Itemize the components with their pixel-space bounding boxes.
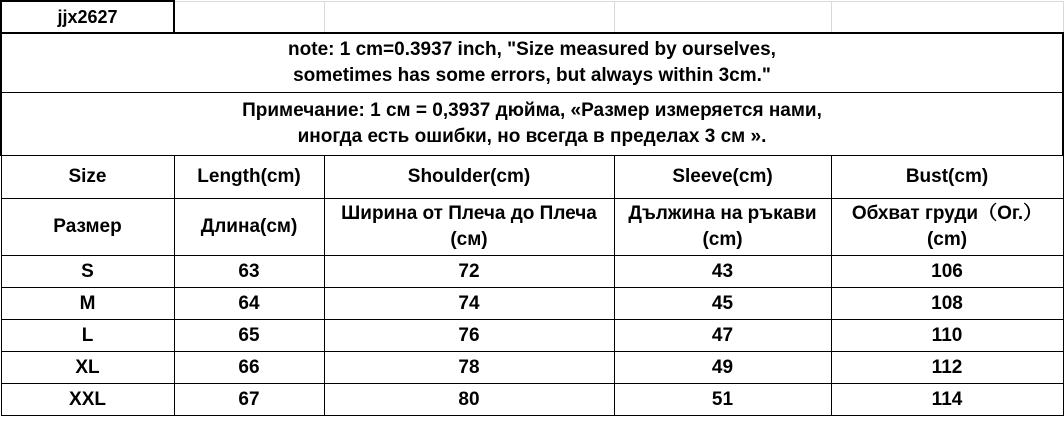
header-shoulder-local-line-2: (см) bbox=[450, 229, 488, 250]
header-shoulder-local-line-1: Ширина от Плеча до Плеча bbox=[341, 203, 597, 225]
header-bust[interactable]: Bust(cm) bbox=[831, 156, 1063, 199]
length-cell[interactable]: 67 bbox=[174, 384, 324, 416]
shoulder-cell[interactable]: 74 bbox=[324, 288, 614, 320]
size-cell[interactable]: L bbox=[1, 320, 174, 352]
note-english-line-2: sometimes has some errors, but always within 3cm." bbox=[293, 65, 771, 86]
bust-cell[interactable]: 114 bbox=[831, 384, 1063, 416]
size-cell[interactable]: XXL bbox=[1, 384, 174, 416]
note-russian-line-2: иногда есть ошибки, но всегда в пределах 3 см ». bbox=[297, 126, 767, 147]
length-cell[interactable]: 63 bbox=[174, 256, 324, 288]
header-bust-local[interactable] bbox=[831, 199, 1063, 256]
header-sleeve-local-line-1: Дължина на ръкави bbox=[628, 203, 817, 225]
header-size-local[interactable]: Размер bbox=[1, 199, 174, 256]
shoulder-cell[interactable]: 80 bbox=[324, 384, 614, 416]
header-row-local bbox=[1, 199, 1063, 256]
empty-cell[interactable] bbox=[324, 1, 614, 33]
note-english-line-1: note: 1 cm=0.3937 inch, "Size measured by ourselves, bbox=[288, 39, 776, 61]
sleeve-cell[interactable]: 47 bbox=[614, 320, 831, 352]
product-code-cell[interactable]: jjx2627 bbox=[1, 1, 174, 33]
bust-cell[interactable]: 112 bbox=[831, 352, 1063, 384]
header-bust-local-line-2: (cm) bbox=[926, 229, 968, 250]
bust-cell[interactable]: 106 bbox=[831, 256, 1063, 288]
bust-cell[interactable]: 110 bbox=[831, 320, 1063, 352]
header-size[interactable]: Size bbox=[1, 156, 174, 199]
sleeve-cell[interactable]: 51 bbox=[614, 384, 831, 416]
shoulder-cell[interactable]: 76 bbox=[324, 320, 614, 352]
bust-cell[interactable]: 108 bbox=[831, 288, 1063, 320]
length-cell[interactable]: 65 bbox=[174, 320, 324, 352]
note-russian-cell[interactable] bbox=[1, 93, 1063, 156]
note-english-row bbox=[1, 33, 1063, 93]
table-row bbox=[1, 320, 1063, 352]
header-sleeve-local[interactable] bbox=[614, 199, 831, 256]
table-row bbox=[1, 384, 1063, 416]
note-english-cell[interactable] bbox=[1, 33, 1063, 93]
note-russian-line-1: Примечание: 1 см = 0,3937 дюйма, «Размер измеряется нами, bbox=[242, 100, 822, 122]
table-row bbox=[1, 256, 1063, 288]
empty-cell[interactable] bbox=[831, 1, 1063, 33]
table-row bbox=[1, 352, 1063, 384]
sleeve-cell[interactable]: 49 bbox=[614, 352, 831, 384]
header-bust-local-line-1: Обхват груди（Ог.） bbox=[851, 203, 1043, 225]
empty-cell[interactable] bbox=[614, 1, 831, 33]
product-code-row bbox=[1, 1, 1063, 33]
header-row-english bbox=[1, 156, 1063, 199]
sleeve-cell[interactable]: 43 bbox=[614, 256, 831, 288]
note-russian-row bbox=[1, 93, 1063, 156]
header-length-local[interactable]: Длина(см) bbox=[174, 199, 324, 256]
header-shoulder[interactable]: Shoulder(cm) bbox=[324, 156, 614, 199]
shoulder-cell[interactable]: 78 bbox=[324, 352, 614, 384]
size-cell[interactable]: M bbox=[1, 288, 174, 320]
length-cell[interactable]: 66 bbox=[174, 352, 324, 384]
size-cell[interactable]: S bbox=[1, 256, 174, 288]
header-sleeve[interactable]: Sleeve(cm) bbox=[614, 156, 831, 199]
sleeve-cell[interactable]: 45 bbox=[614, 288, 831, 320]
header-sleeve-local-line-2: (cm) bbox=[702, 229, 743, 250]
empty-cell[interactable] bbox=[174, 1, 324, 33]
header-length[interactable]: Length(cm) bbox=[174, 156, 324, 199]
header-shoulder-local[interactable] bbox=[324, 199, 614, 256]
table-row bbox=[1, 288, 1063, 320]
size-cell[interactable]: XL bbox=[1, 352, 174, 384]
length-cell[interactable]: 64 bbox=[174, 288, 324, 320]
shoulder-cell[interactable]: 72 bbox=[324, 256, 614, 288]
